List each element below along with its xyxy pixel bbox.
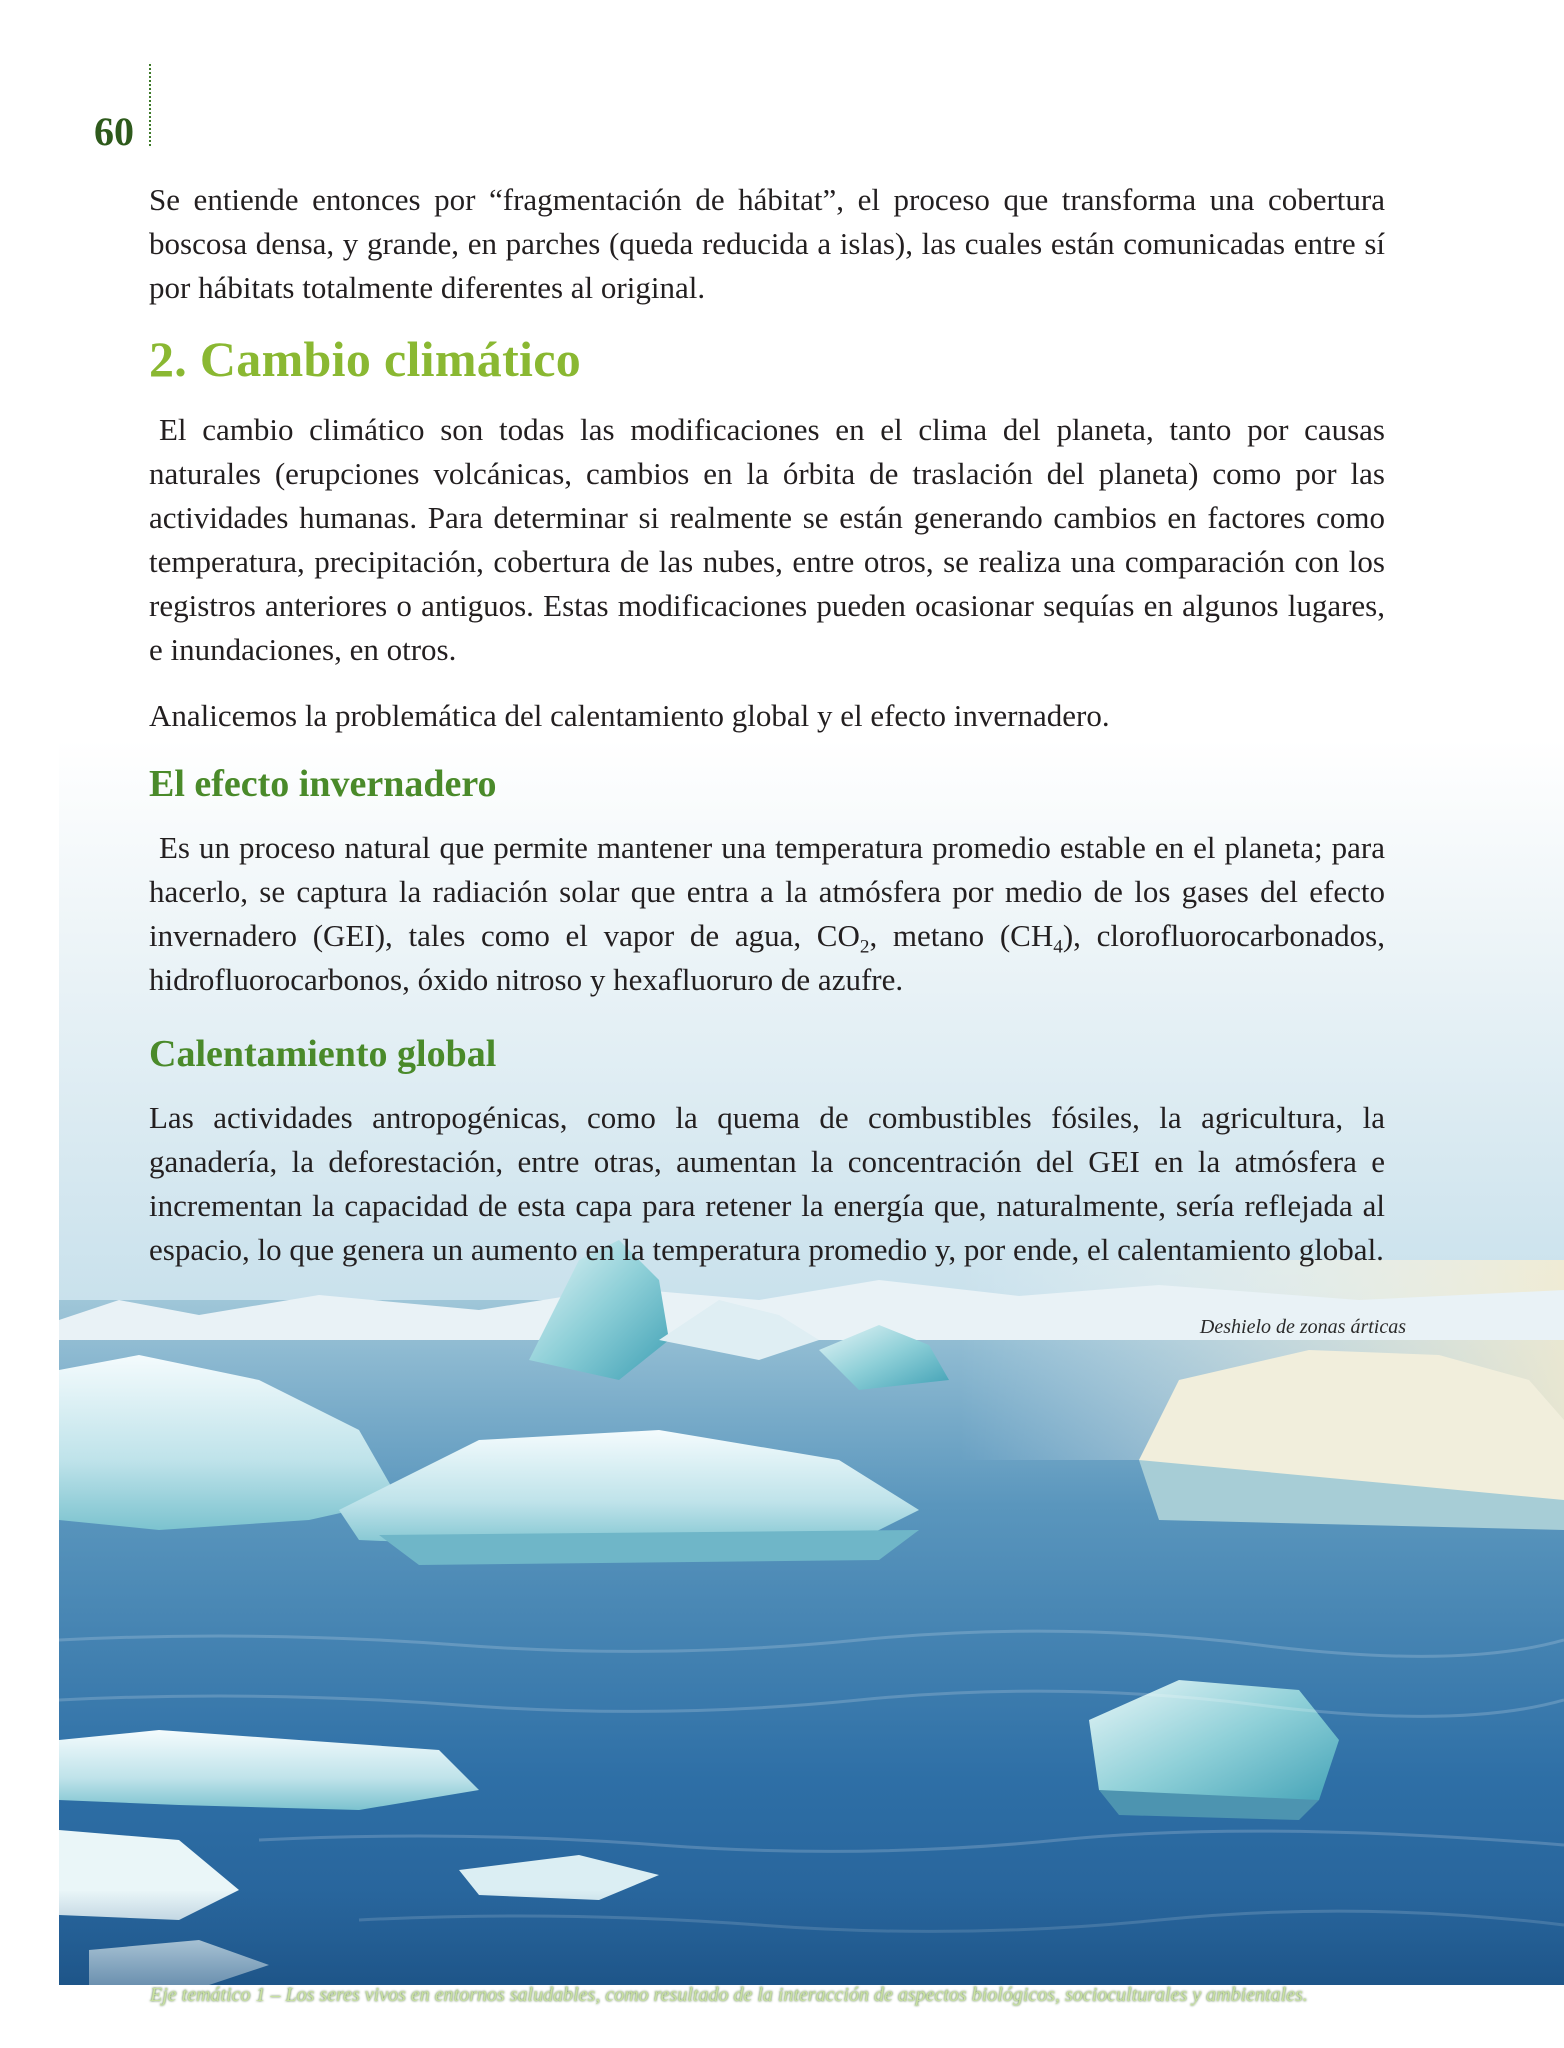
analysis-line-block bbox=[149, 694, 1385, 738]
subsection-greenhouse bbox=[149, 762, 1385, 806]
greenhouse-text-part3: ), clorofluorocarbonados, hidrofluorocarbonos, óxido nitroso y hexafluoruro de azufre. bbox=[149, 918, 1385, 997]
page-number-divider bbox=[149, 64, 151, 146]
section-climate-change bbox=[149, 330, 1385, 388]
global-warming-body bbox=[149, 1096, 1385, 1272]
global-warming-paragraph: Las actividades antropogénicas, como la quema de combustibles fósiles, la agricultura, la ganadería, la deforestación, entre otras, aumentan la concentración del GEI en la atmósfera e incrementan la capacidad de esta capa para retener la energía que, naturalmente, sería reflejada al espacio, lo que genera un aumento en la temperatura promedio y, por ende, el calentamiento global. bbox=[149, 1100, 1385, 1267]
climate-change-body bbox=[149, 408, 1385, 672]
subsection-global-warming bbox=[149, 1032, 1385, 1076]
co2-base: CO bbox=[816, 918, 860, 953]
greenhouse-body bbox=[149, 826, 1385, 1002]
subheading-greenhouse-effect: El efecto invernadero bbox=[149, 763, 497, 805]
intro-block bbox=[149, 178, 1385, 310]
page-number: 60 bbox=[94, 109, 134, 154]
section-heading-climate-change: 2. Cambio climático bbox=[149, 331, 582, 387]
greenhouse-text-methane: , metano (CH bbox=[869, 918, 1054, 953]
climate-change-paragraph: El cambio climático son todas las modificaciones en el clima del planeta, tanto por causas naturales (erupciones volcánicas, cambios en la órbita de traslación del planeta) como por las actividades humanas. Para determinar si realmente se están generando cambios en factores como temperatura, precipitación, cobertura de las nubes, entre otros, se realiza una comparación con los registros anteriores o antiguos. Estas modificaciones pueden ocasionar sequías en algunos lugares, e inundaciones, en otros. bbox=[149, 412, 1385, 667]
co2-subscript: 2 bbox=[859, 936, 870, 958]
intro-paragraph: Se entiende entonces por “fragmentación de hábitat”, el proceso que transforma una cobertura boscosa densa, y grande, en parches (queda reducida a islas), las cuales están comunicadas entre sí por hábitats totalmente diferentes al original. bbox=[149, 182, 1385, 305]
image-caption: Deshielo de zonas árticas bbox=[1199, 1316, 1406, 1338]
greenhouse-text-part1: Es un proceso natural que permite mantener una temperatura promedio estable en el planeta; para hacerlo, se captura la radiación solar que entra a la atmósfera por medio de los gases del efecto invernadero (GEI), tales como el vapor de agua, bbox=[149, 830, 1385, 953]
ch4-subscript: 4 bbox=[1053, 936, 1063, 958]
footer-thematic-axis: Eje temático 1 – Los seres vivos en entornos saludables, como resultado de la interacción de aspectos biológicos, socioculturales y ambientales. bbox=[150, 1984, 1308, 2006]
co2-formula bbox=[816, 918, 870, 958]
subheading-global-warming: Calentamiento global bbox=[149, 1033, 497, 1075]
analysis-paragraph: Analicemos la problemática del calentamiento global y el efecto invernadero. bbox=[149, 698, 1110, 733]
greenhouse-paragraph bbox=[149, 826, 1385, 1002]
